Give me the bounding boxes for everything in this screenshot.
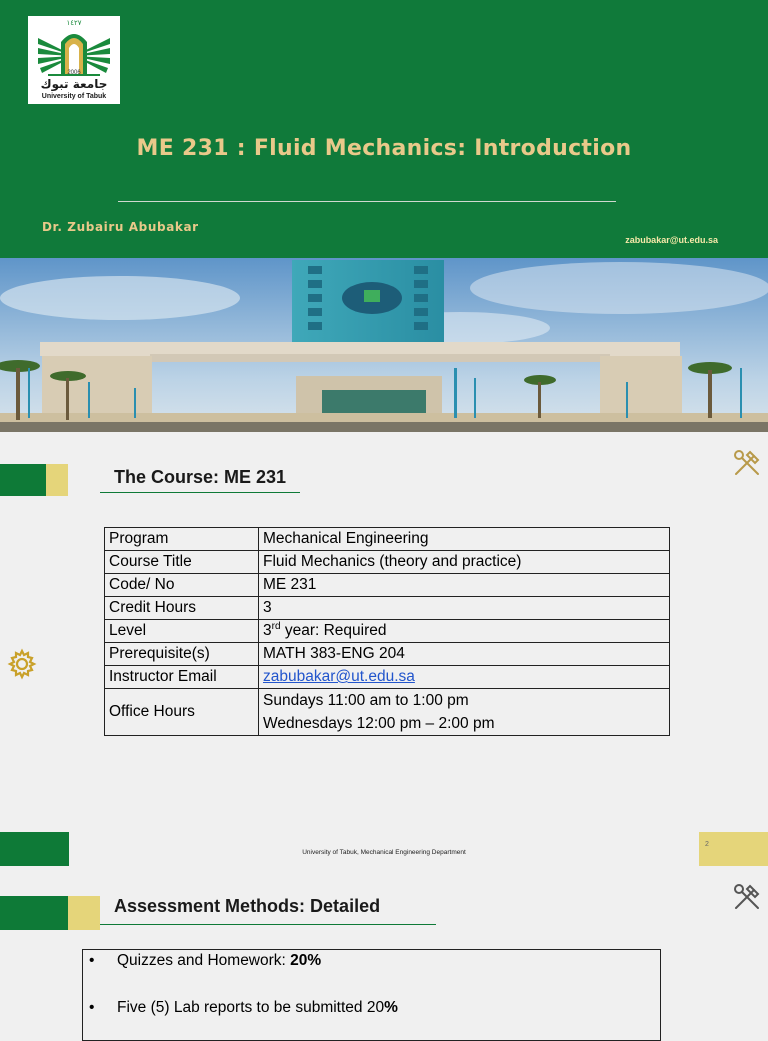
list-item: • Five (5) Lab reports to be submitted 20% bbox=[89, 999, 398, 1016]
gear-icon bbox=[6, 648, 38, 680]
heading-accent-gold bbox=[46, 464, 68, 496]
row-key: Program bbox=[105, 528, 259, 551]
bullet-text: Quizzes and Homework: bbox=[117, 952, 291, 969]
office-hours-line-2: Wednesdays 12:00 pm – 2:00 pm bbox=[263, 715, 495, 732]
row-value bbox=[259, 689, 670, 736]
row-key: Code/ No bbox=[105, 574, 259, 597]
logo-year-bottom: 2006 bbox=[67, 70, 81, 76]
row-key: Credit Hours bbox=[105, 597, 259, 620]
table-row bbox=[105, 689, 670, 736]
row-value bbox=[259, 620, 670, 643]
slide-title: ME 231 : Fluid Mechanics: Introduction bbox=[136, 136, 632, 161]
tools-icon bbox=[730, 446, 764, 480]
table-row bbox=[105, 666, 670, 689]
row-value: Mechanical Engineering bbox=[259, 528, 670, 551]
title-divider bbox=[118, 201, 616, 202]
level-ordinal-suffix: rd bbox=[271, 620, 281, 632]
title-slide bbox=[0, 0, 768, 432]
row-value: ME 231 bbox=[259, 574, 670, 597]
assessment-slide bbox=[0, 866, 768, 1024]
row-value: MATH 383-ENG 204 bbox=[259, 643, 670, 666]
level-number: 3 bbox=[263, 622, 272, 639]
table-row bbox=[105, 643, 670, 666]
assessment-heading: Assessment Methods: Detailed bbox=[114, 896, 381, 916]
row-value bbox=[259, 666, 670, 689]
office-hours-line-1: Sundays 11:00 am to 1:00 pm bbox=[263, 692, 469, 709]
course-heading-underline bbox=[100, 492, 300, 493]
row-key: Prerequisite(s) bbox=[105, 643, 259, 666]
row-value: Fluid Mechanics (theory and practice) bbox=[259, 551, 670, 574]
course-info-slide bbox=[0, 432, 768, 866]
table-row bbox=[105, 551, 670, 574]
author-name: Dr. Zubairu Abubakar bbox=[42, 220, 199, 234]
row-key: Instructor Email bbox=[105, 666, 259, 689]
logo-arabic-name: جامعة تبوك bbox=[40, 77, 108, 91]
tools-icon bbox=[730, 880, 764, 914]
logo-english-name: University of Tabuk bbox=[41, 93, 107, 100]
table-row bbox=[105, 528, 670, 551]
table-row bbox=[105, 620, 670, 643]
heading-accent-gold bbox=[68, 896, 100, 930]
instructor-email-link[interactable]: zabubakar@ut.edu.sa bbox=[263, 668, 415, 685]
bullet-bold: 20% bbox=[290, 952, 322, 969]
list-item: • Quizzes and Homework: 20% bbox=[89, 952, 322, 969]
level-rest: year: Required bbox=[280, 622, 387, 639]
heading-accent-green bbox=[0, 896, 68, 930]
assessment-list bbox=[82, 949, 661, 1041]
page-number: 2 bbox=[705, 841, 709, 848]
course-info-table bbox=[104, 527, 670, 736]
footer-text: University of Tabuk, Mechanical Engineering Department bbox=[302, 849, 466, 856]
row-key: Level bbox=[105, 620, 259, 643]
table-row bbox=[105, 597, 670, 620]
bullet-bold: % bbox=[384, 999, 398, 1016]
bullet-text: Five (5) Lab reports to be submitted 20 bbox=[117, 999, 385, 1016]
author-email: zabubakar@ut.edu.sa bbox=[625, 235, 718, 245]
logo-year-top: ١٤٢٧ bbox=[66, 19, 82, 27]
row-value: 3 bbox=[259, 597, 670, 620]
heading-accent-green bbox=[0, 464, 46, 496]
table-row bbox=[105, 574, 670, 597]
row-key: Course Title bbox=[105, 551, 259, 574]
university-logo bbox=[28, 16, 120, 104]
row-key: Office Hours bbox=[105, 689, 259, 736]
assessment-heading-underline bbox=[100, 924, 436, 925]
campus-building-photo bbox=[0, 258, 768, 432]
course-heading: The Course: ME 231 bbox=[114, 467, 287, 487]
